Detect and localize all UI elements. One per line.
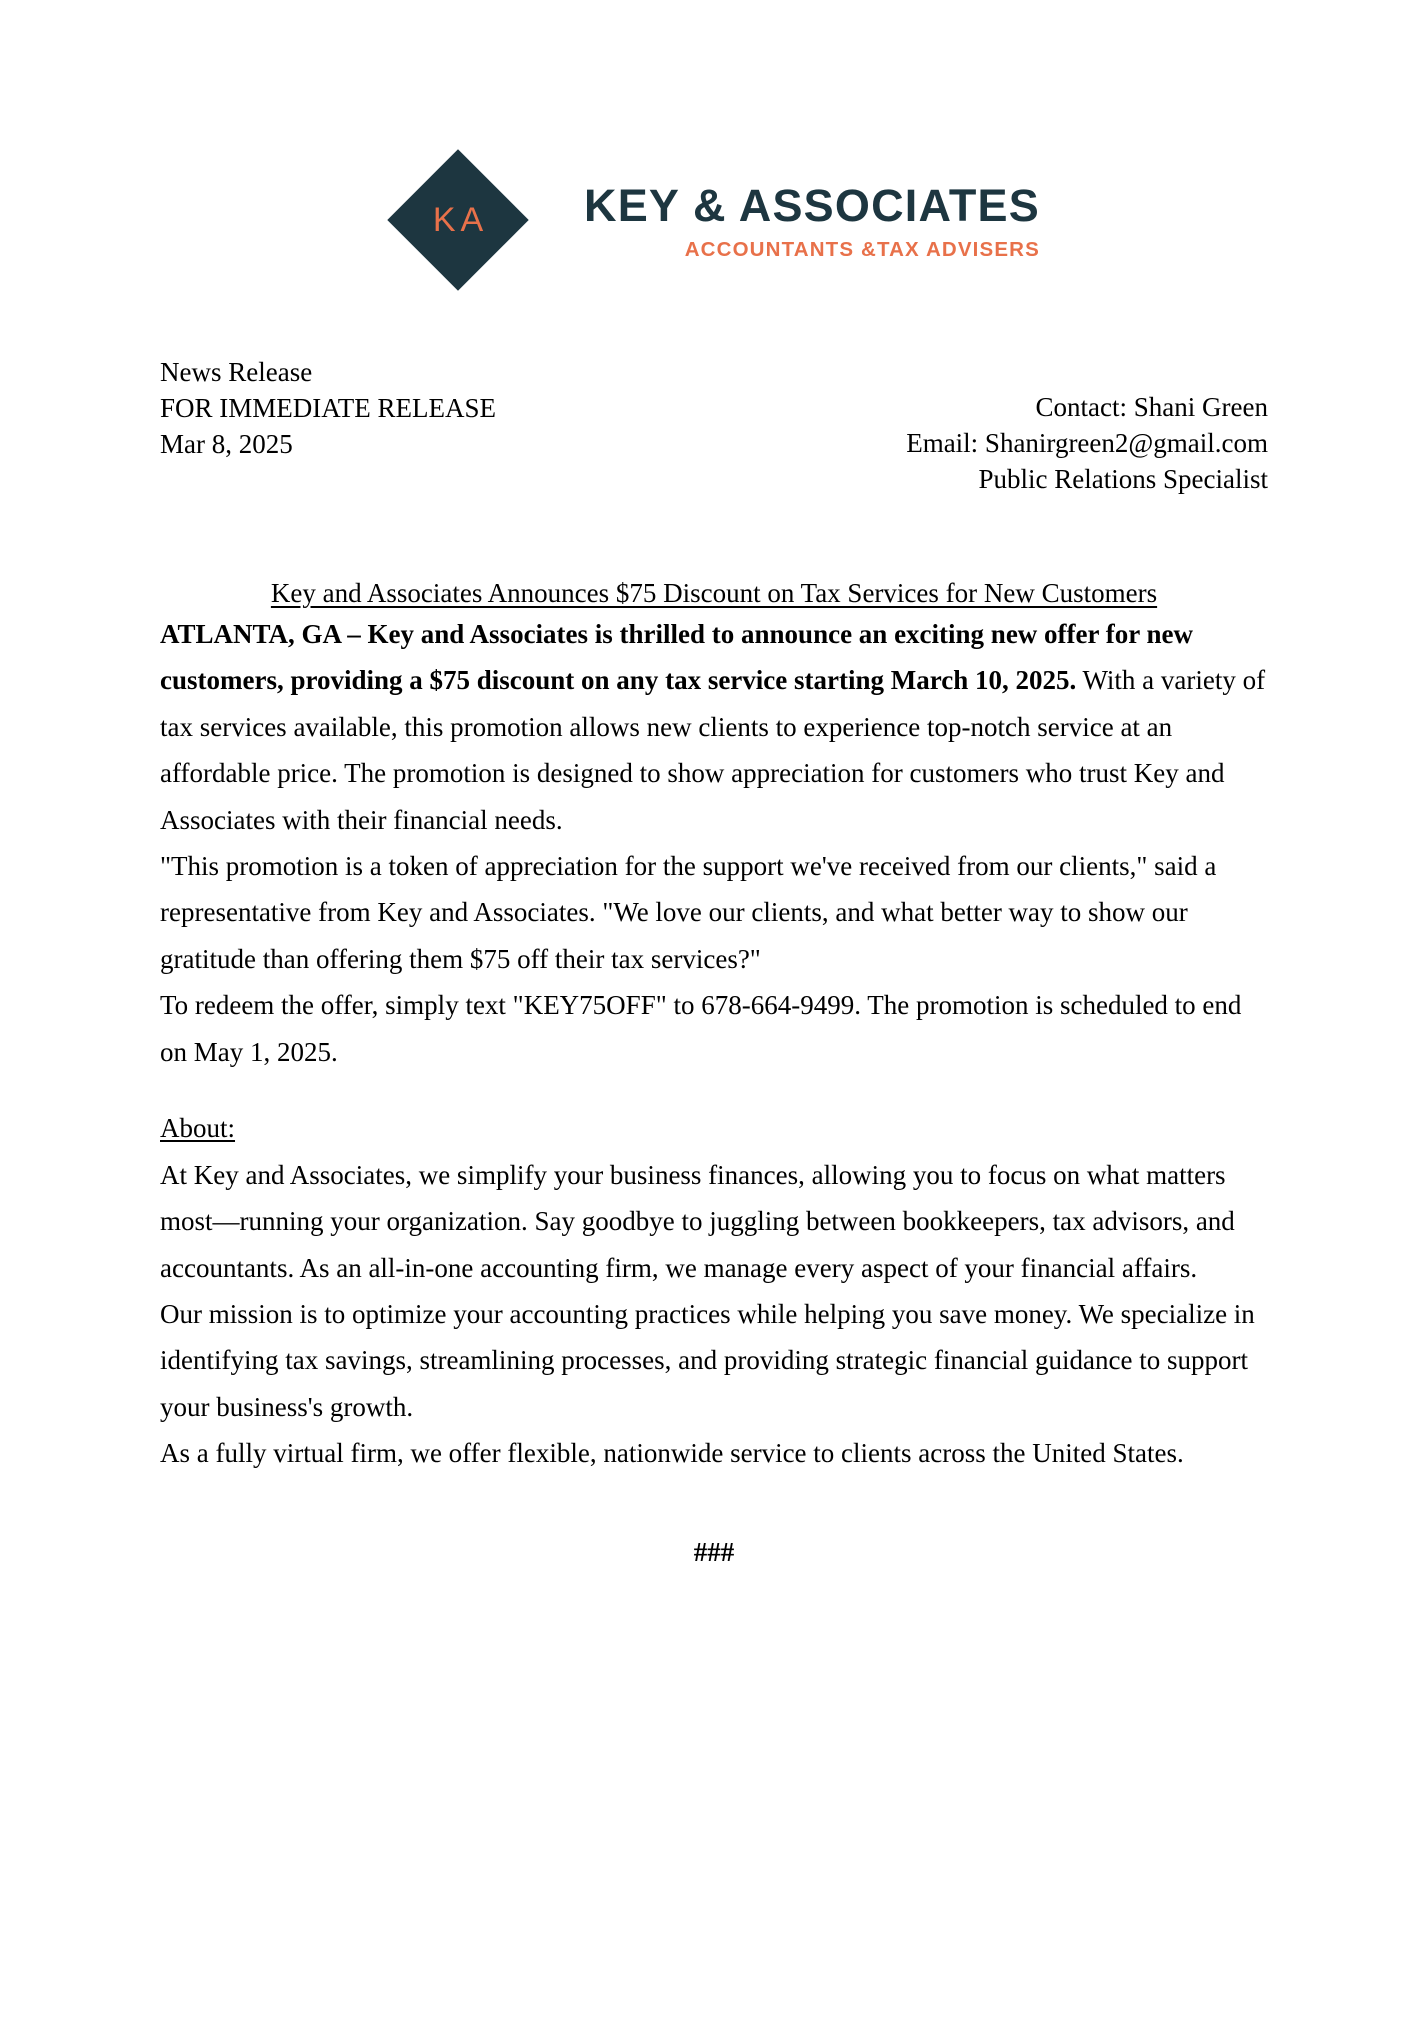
about-paragraph-3: As a fully virtual firm, we offer flexible, nationwide service to clients across the United States. xyxy=(160,1438,1184,1469)
about-paragraph-2: Our mission is to optimize your accounting practices while helping you save money. We specialize in identifying tax savings, streamlining processes, and providing strategic financial guidance to support your business's growth. xyxy=(160,1298,1255,1422)
contact-name: Contact: Shani Green xyxy=(1035,392,1268,422)
dateline-bold: ATLANTA, GA – Key and Associates is thrilled to announce an exciting new offer for new customers, providing a $75 discount on any tax service starting March 10, 2025. xyxy=(160,618,1194,696)
letterhead xyxy=(0,0,1428,300)
logo-initials: KA xyxy=(432,200,489,239)
brand-lockup xyxy=(584,178,1040,262)
release-status: FOR IMMEDIATE RELEASE xyxy=(160,392,496,423)
quote-paragraph: "This promotion is a token of appreciation for the support we've received from our clients," said a representative from Key and Associates. "We love our clients, and what better way to show our gratitude than offering them $75 off their tax services?" xyxy=(160,851,1217,974)
about-heading-wrap xyxy=(160,1105,1268,1151)
about-paragraph-1: At Key and Associates, we simplify your business finances, allowing you to focus on what matters most—running your organization. Say goodbye to juggling between bookkeepers, tax advisors, and accountants. As an all-in-one accounting firm, we manage every aspect of your financial affairs. xyxy=(160,1159,1235,1283)
redeem-paragraph: To redeem the offer, simply text "KEY75OFF" to 678-664-9499. The promotion is scheduled to end on May 1, 2025. xyxy=(160,990,1242,1067)
company-logo xyxy=(388,150,528,290)
brand-name: KEY & ASSOCIATES xyxy=(584,179,1040,231)
lead-paragraph xyxy=(160,611,1268,843)
brand-tagline: ACCOUNTANTS &TAX ADVISERS xyxy=(684,238,1040,262)
lead-rest: With a variety of tax services available, this promotion allows new clients to experience top-notch service at an affordable price. The promotion is designed to show appreciation for customers who trust Key and Associates with their financial needs. xyxy=(160,665,1266,835)
release-header xyxy=(160,355,1268,498)
news-release-kicker: News Release xyxy=(160,357,313,387)
about-heading: About: xyxy=(160,1113,236,1144)
release-header-left xyxy=(160,355,496,463)
contact-title: Public Relations Specialist xyxy=(978,463,1268,494)
release-date: Mar 8, 2025 xyxy=(160,428,293,459)
contact-email: Email: Shanirgreen2@gmail.com xyxy=(906,427,1268,458)
release-header-contact xyxy=(906,355,1268,498)
end-mark: ### xyxy=(693,1536,735,1567)
page-title: Key and Associates Announces $75 Discount on Tax Services for New Customers xyxy=(270,577,1158,608)
document-body xyxy=(0,355,1428,1566)
